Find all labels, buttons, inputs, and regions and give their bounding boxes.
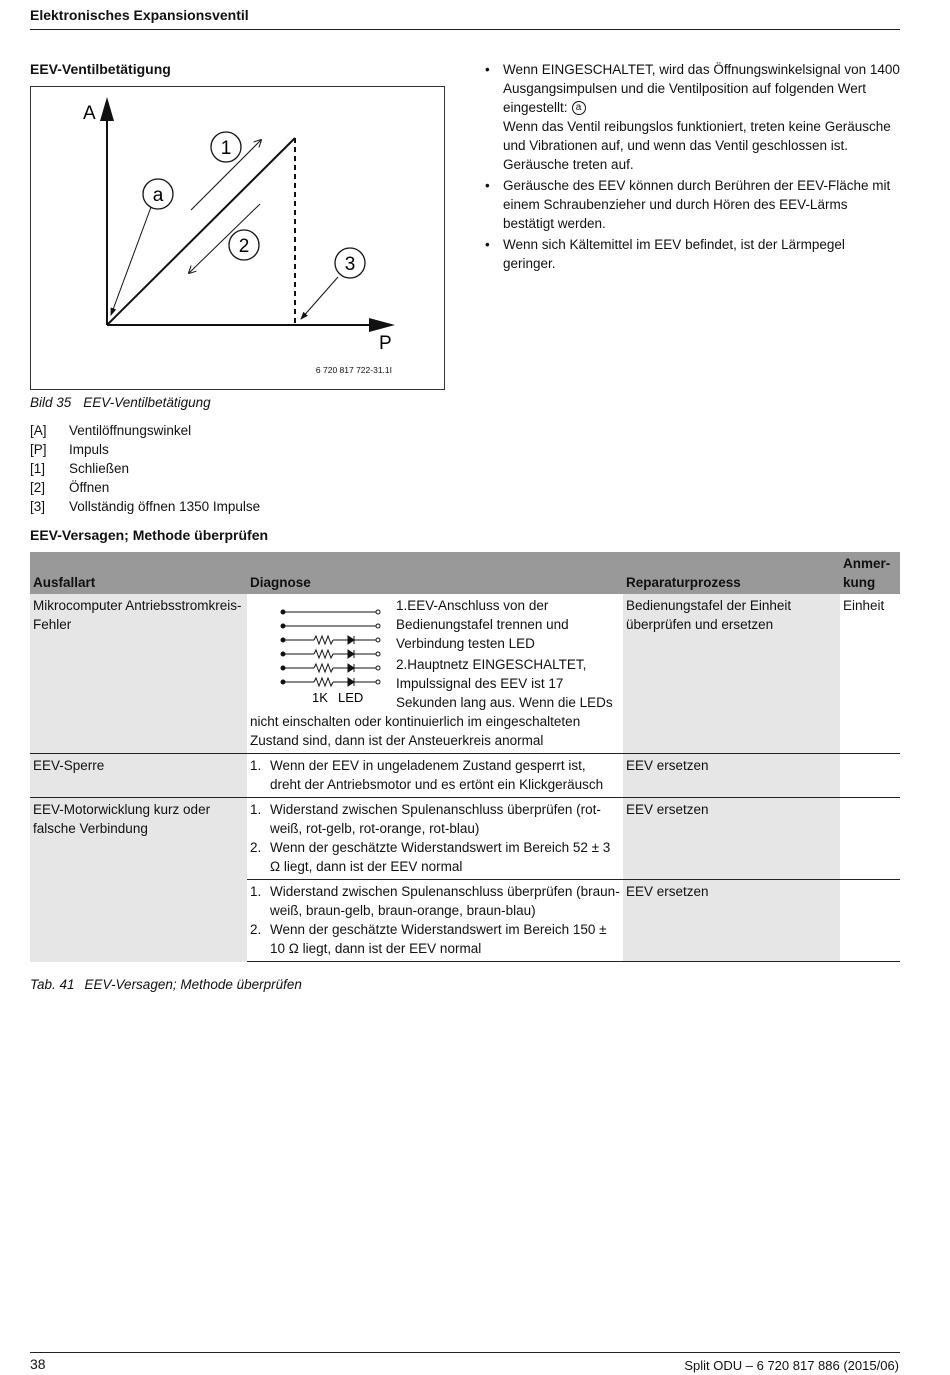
legend-key: [3]	[30, 499, 46, 514]
marker-a-icon: a	[572, 101, 586, 115]
cell-diagnosis	[247, 594, 623, 754]
header-remark-text: Anmer-kung	[843, 556, 891, 590]
note-2-text: Geräusche des EEV können durch Berühren der EEV-Fläche mit einem Schraubenzieher und durch Hören des EEV-Lärms bestätigt werden.	[503, 178, 891, 231]
note-1-text-a: Wenn EINGESCHALTET, wird das Öffnungswinkelsignal von 1400 Ausgangsimpulsen und die Ventilposition auf folgenden Wert eingestellt:	[503, 62, 900, 115]
diagnosis-step	[250, 800, 620, 838]
step-text: Wenn der geschätzte Widerstandswert im Bereich 52 ± 3 Ω liegt, dann ist der EEV normal	[270, 840, 611, 874]
axis-label-p: P	[379, 333, 392, 354]
legend-text: Impuls	[69, 442, 109, 457]
footer-rule	[30, 1352, 900, 1353]
note-item	[485, 235, 900, 273]
cell-remark	[840, 798, 900, 880]
callout-a: a	[152, 185, 164, 206]
valve-notes-list	[485, 60, 900, 275]
table-heading: EEV-Versagen; Methode überprüfen	[30, 527, 269, 543]
step-number: 2.	[250, 840, 262, 855]
valve-actuation-figure	[30, 86, 445, 390]
figure-caption-text: EEV-Ventilbetätigung	[83, 395, 211, 410]
diagnosis-steps	[250, 756, 620, 794]
note-3-text: Wenn sich Kältemittel im EEV befindet, ist der Lärmpegel geringer.	[503, 237, 845, 271]
note-1-text-b: Wenn das Ventil reibungslos funktioniert, treten keine Geräusche und Vibrationen auf, und wenn das Ventil geschlossen ist. Geräusche treten auf.	[503, 119, 891, 172]
table-row	[30, 594, 900, 754]
legend-text: Vollständig öffnen 1350 Impulse	[69, 499, 261, 514]
diagnosis-step-1: 1.EEV-Anschluss von der Bedienungstafel trennen und Verbindung testen LED	[396, 598, 569, 651]
callout-3: 3	[344, 254, 356, 275]
step-text: Widerstand zwischen Spulenanschluss überprüfen (rot-weiß, rot-gelb, rot-orange, rot-blau)	[270, 802, 601, 836]
circuit-label-led: LED	[338, 690, 364, 705]
legend-item	[30, 497, 260, 516]
cell-repair: EEV ersetzen	[623, 880, 840, 962]
legend-item	[30, 478, 260, 497]
callout-2: 2	[238, 236, 250, 257]
legend-text: Schließen	[69, 461, 130, 476]
note-item	[485, 176, 900, 233]
diagnosis-step	[250, 756, 620, 794]
page-number: 38	[30, 1356, 46, 1372]
cell-failure: Mikrocomputer Antriebsstromkreis-Fehler	[30, 594, 247, 754]
figure-code: 6 720 817 722-31.1I	[315, 365, 392, 375]
cell-repair: Bedienungstafel der Einheit überprüfen und ersetzen	[623, 594, 840, 754]
y-axis-arrowhead	[100, 97, 114, 121]
footer-document-id: Split ODU – 6 720 817 886 (2015/06)	[684, 1358, 899, 1373]
table-row	[30, 754, 900, 798]
cell-failure: EEV-Motorwicklung kurz oder falsche Verbindung	[30, 798, 247, 962]
diagnosis-steps	[250, 800, 620, 876]
callout-1: 1	[220, 138, 232, 159]
legend-key: [2]	[30, 480, 46, 495]
header-rule	[30, 29, 900, 30]
diagnosis-step	[250, 920, 620, 958]
leader-a	[111, 207, 151, 315]
header-remark	[840, 552, 900, 594]
cell-diagnosis	[247, 754, 623, 798]
diagnosis-step-2: 2.Hauptnetz EINGESCHALTET, Impulssignal des EEV ist 17 Sekunden lang aus. Wenn die LEDs nicht einschalten oder kontinuierlich im eingeschalteten Zustand sind, dann ist der Ansteuerkreis anormal	[250, 657, 613, 748]
cell-diagnosis	[247, 798, 623, 880]
diagnosis-step	[250, 838, 620, 876]
cell-remark	[840, 754, 900, 798]
cell-repair: EEV ersetzen	[623, 754, 840, 798]
table-caption	[30, 975, 302, 994]
axis-label-a: A	[83, 103, 96, 124]
led-test-circuit-icon	[268, 602, 386, 706]
legend-text: Ventilöffnungswinkel	[69, 423, 192, 438]
header-failure: Ausfallart	[30, 552, 247, 594]
header-diagnosis: Diagnose	[247, 552, 623, 594]
table-header-row	[30, 552, 900, 594]
figure-heading: EEV-Ventilbetätigung	[30, 61, 171, 77]
legend-key: [A]	[30, 423, 47, 438]
step-text: Widerstand zwischen Spulenanschluss überprüfen (braun-weiß, braun-gelb, braun-orange, braun-blau)	[270, 884, 620, 918]
note-item	[485, 60, 900, 174]
legend-key: [1]	[30, 461, 46, 476]
table-caption-text: EEV-Versagen; Methode überprüfen	[84, 977, 302, 992]
x-axis-arrowhead	[369, 318, 395, 332]
legend-item	[30, 459, 260, 478]
cell-repair: EEV ersetzen	[623, 798, 840, 880]
circuit-label-1k: 1K	[312, 690, 328, 705]
figure-legend	[30, 421, 260, 516]
cell-failure: EEV-Sperre	[30, 754, 247, 798]
step-text: Wenn der EEV in ungeladenem Zustand gesperrt ist, dreht der Antriebsmotor und es ertönt ein Klickgeräusch	[270, 758, 604, 792]
page-header-title: Elektronisches Expansionsventil	[30, 7, 249, 23]
opening-curve	[107, 138, 295, 325]
cell-diagnosis	[247, 880, 623, 962]
figure-caption	[30, 393, 211, 412]
legend-text: Öffnen	[69, 480, 110, 495]
table-caption-number: Tab. 41	[30, 977, 75, 992]
step-number: 1.	[250, 758, 262, 773]
valve-actuation-diagram	[31, 87, 446, 391]
legend-item	[30, 421, 260, 440]
step-number: 2.	[250, 922, 262, 937]
step-text: Wenn der geschätzte Widerstandswert im Bereich 150 ± 10 Ω liegt, dann ist der EEV normal	[270, 922, 607, 956]
cell-remark	[840, 880, 900, 962]
step-number: 1.	[250, 884, 262, 899]
cell-remark: Einheit	[843, 598, 885, 613]
figure-caption-number: Bild 35	[30, 395, 72, 410]
diagnosis-with-circuit	[250, 596, 620, 750]
step-number: 1.	[250, 802, 262, 817]
header-repair: Reparaturprozess	[623, 552, 840, 594]
table-row	[30, 798, 900, 880]
diagnosis-steps	[250, 882, 620, 958]
eev-failure-table	[30, 552, 900, 962]
legend-item	[30, 440, 260, 459]
leader-3	[301, 277, 338, 319]
legend-key: [P]	[30, 442, 47, 457]
diagnosis-step	[250, 882, 620, 920]
